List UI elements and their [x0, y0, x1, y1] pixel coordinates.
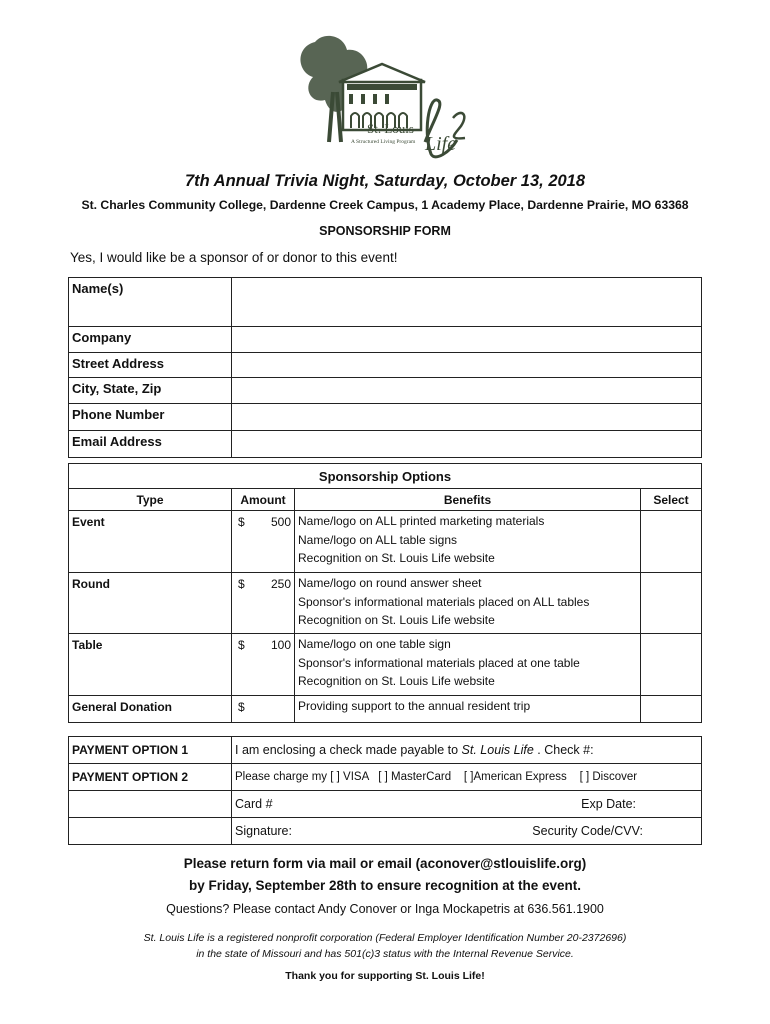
logo-name: St. Louis [367, 121, 414, 136]
return-instructions [0, 853, 770, 897]
benefit-line: Name/logo on one table sign [298, 637, 451, 651]
benefit-line: Name/logo on ALL table signs [298, 532, 457, 547]
option-amount [232, 573, 295, 634]
amount-value: 250 [270, 577, 291, 591]
card-number-label: Card # [235, 797, 273, 811]
card-number-field[interactable] [232, 791, 702, 818]
sponsorship-row-event [69, 511, 702, 573]
benefit-line: Name/logo on ALL printed marketing materials [298, 514, 545, 528]
street-address-field[interactable] [232, 353, 702, 378]
intro-text: Yes, I would like be a sponsor of or donor to this event! [70, 250, 398, 265]
check-payee: St. Louis Life [461, 743, 534, 757]
signature-label: Signature: [235, 824, 292, 838]
return-line-1: Please return form via mail or email (aconover@stlouislife.org) [183, 856, 587, 871]
logo-script: Life [425, 133, 457, 155]
benefit-line: Recognition on St. Louis Life website [298, 551, 495, 565]
option-amount[interactable] [232, 696, 295, 723]
select-event-checkbox[interactable] [641, 511, 702, 573]
amex-label: American Express [473, 771, 567, 783]
visa-checkbox[interactable]: [ ] [330, 771, 340, 783]
benefit-line: Name/logo on round answer sheet [298, 576, 482, 590]
payment-blank-cell [69, 791, 232, 818]
city-state-zip-field[interactable] [232, 378, 702, 404]
option-type: Table [69, 634, 232, 696]
city-state-zip-label: City, State, Zip [69, 378, 232, 404]
legal-line-1: St. Louis Life is a registered nonprofit corporation (Federal Employer Identification Number 20-2372696) [143, 932, 627, 944]
security-code-label: Security Code/CVV: [532, 824, 643, 838]
name-field[interactable] [232, 278, 702, 327]
select-table-checkbox[interactable] [641, 634, 702, 696]
signature-field[interactable] [232, 818, 702, 845]
sponsorship-row-round [69, 573, 702, 634]
select-round-checkbox[interactable] [641, 573, 702, 634]
payment-option-2-label: PAYMENT OPTION 2 [69, 764, 232, 791]
select-donation-checkbox[interactable] [641, 696, 702, 723]
charge-prefix: Please charge my [235, 771, 328, 783]
discover-checkbox[interactable]: [ ] [579, 771, 590, 783]
amount-header: Amount [232, 489, 295, 511]
return-line-2: by Friday, September 28th to ensure recognition at the event. [188, 878, 582, 893]
option-type: General Donation [69, 696, 232, 723]
street-address-label: Street Address [69, 353, 232, 378]
benefit-line: Recognition on St. Louis Life website [298, 613, 495, 627]
sponsorship-table [68, 463, 702, 723]
company-field[interactable] [232, 327, 702, 353]
option-type: Event [69, 511, 232, 573]
card-type-choices [232, 764, 702, 791]
st-louis-life-logo [285, 22, 475, 167]
company-label: Company [69, 327, 232, 353]
option-benefits [295, 511, 641, 573]
option-amount [232, 511, 295, 573]
currency-symbol: $ [238, 700, 245, 714]
mastercard-checkbox[interactable]: [ ] [378, 771, 388, 783]
logo-tagline: A Structured Living Program [351, 139, 416, 145]
phone-number-label: Phone Number [69, 404, 232, 431]
visa-label: VISA [343, 771, 369, 783]
check-field[interactable] [232, 737, 702, 764]
form-title: SPONSORSHIP FORM [319, 224, 451, 238]
check-text-b: . Check #: [533, 743, 594, 757]
exp-date-label: Exp Date: [581, 797, 636, 811]
payment-table [68, 736, 702, 845]
contact-table [68, 277, 702, 458]
currency-symbol: $ [238, 577, 245, 591]
questions-contact: Questions? Please contact Andy Conover or Inga Mockapetris at 636.561.1900 [166, 902, 604, 916]
benefit-line: Sponsor's informational materials placed at one table [298, 655, 580, 670]
payment-option-1-label: PAYMENT OPTION 1 [69, 737, 232, 764]
sponsorship-row-table [69, 634, 702, 696]
benefit-line: Recognition on St. Louis Life website [298, 674, 495, 688]
option-amount [232, 634, 295, 696]
legal-notice [0, 930, 770, 962]
benefit-line: Sponsor's informational materials placed on ALL tables [298, 594, 590, 609]
amex-checkbox[interactable]: [ ] [463, 771, 474, 783]
amount-value: 500 [270, 515, 291, 529]
event-title: 7th Annual Trivia Night, Saturday, October 13, 2018 [184, 172, 586, 190]
legal-line-2: in the state of Missouri and has 501(c)3 status with the Internal Revenue Service. [196, 948, 574, 960]
option-benefits [295, 573, 641, 634]
phone-number-field[interactable] [232, 404, 702, 431]
sponsorship-caption: Sponsorship Options [69, 464, 702, 489]
mastercard-label: MasterCard [391, 771, 452, 783]
email-address-label: Email Address [69, 431, 232, 458]
select-header: Select [641, 489, 702, 511]
payment-blank-cell [69, 818, 232, 845]
type-header: Type [69, 489, 232, 511]
event-venue: St. Charles Community College, Dardenne Creek Campus, 1 Academy Place, Dardenne Prairie, MO 63368 [81, 198, 689, 212]
benefits-header: Benefits [295, 489, 641, 511]
option-benefits [295, 696, 641, 723]
amount-value: 100 [270, 638, 291, 652]
currency-symbol: $ [238, 515, 245, 529]
name-label: Name(s) [69, 278, 232, 327]
email-address-field[interactable] [232, 431, 702, 458]
check-text-a: I am enclosing a check made payable to [235, 743, 462, 757]
option-type: Round [69, 573, 232, 634]
sponsorship-row-general-donation [69, 696, 702, 723]
option-benefits [295, 634, 641, 696]
discover-label: Discover [592, 771, 638, 783]
thank-you-note: Thank you for supporting St. Louis Life! [285, 970, 485, 982]
benefit-line: Providing support to the annual resident trip [298, 699, 531, 713]
logo-graphic [285, 22, 475, 167]
currency-symbol: $ [238, 638, 245, 652]
